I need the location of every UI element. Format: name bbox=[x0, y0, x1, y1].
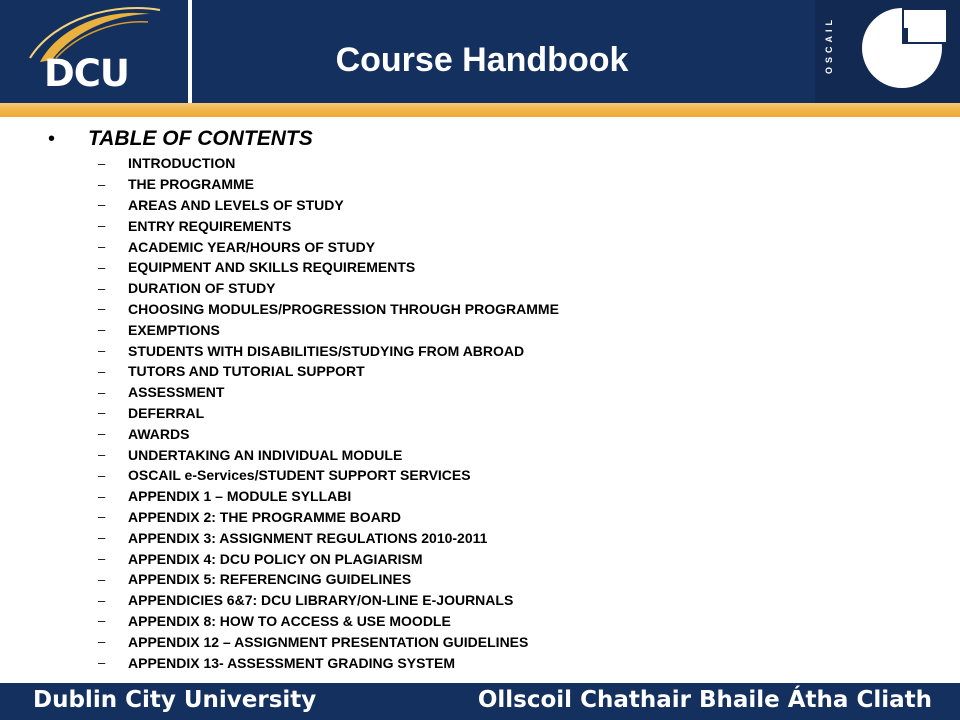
toc-item bbox=[98, 631, 559, 652]
toc-item bbox=[98, 361, 559, 382]
toc-item bbox=[98, 486, 559, 507]
dash-icon: – bbox=[98, 551, 106, 567]
toc-item-label: DURATION OF STUDY bbox=[128, 280, 276, 297]
toc-item bbox=[98, 590, 559, 611]
dash-icon: – bbox=[98, 488, 106, 504]
toc-item bbox=[98, 382, 559, 403]
dash-icon: – bbox=[98, 322, 106, 338]
dash-icon: – bbox=[98, 301, 106, 317]
table-of-contents bbox=[0, 118, 960, 678]
toc-item-label: APPENDIX 5: REFERENCING GUIDELINES bbox=[128, 571, 412, 588]
dcu-logo bbox=[0, 0, 188, 103]
toc-item-label: APPENDIX 13- ASSESSMENT GRADING SYSTEM bbox=[128, 654, 455, 671]
toc-item bbox=[98, 444, 559, 465]
toc-item-label: ENTRY REQUIREMENTS bbox=[128, 217, 292, 234]
toc-item-label: EXEMPTIONS bbox=[128, 321, 220, 338]
toc-heading: TABLE OF CONTENTS bbox=[88, 127, 313, 150]
dash-icon: – bbox=[98, 634, 106, 650]
toc-item bbox=[98, 215, 559, 236]
toc-item-label: TUTORS AND TUTORIAL SUPPORT bbox=[128, 363, 365, 380]
toc-item-label: APPENDIX 1 – MODULE SYLLABI bbox=[128, 488, 352, 505]
toc-item-label: UNDERTAKING AN INDIVIDUAL MODULE bbox=[128, 446, 403, 463]
toc-heading-row bbox=[48, 126, 313, 152]
dash-icon: – bbox=[98, 467, 106, 483]
toc-item-label: APPENDICIES 6&7: DCU LIBRARY/ON-LINE E-JOURNALS bbox=[128, 592, 514, 609]
footer-university-name: Dublin City University bbox=[33, 687, 317, 713]
dash-icon: – bbox=[98, 343, 106, 359]
toc-item-label: ASSESSMENT bbox=[128, 384, 225, 401]
footer-irish-name: Ollscoil Chathair Bhaile Átha Cliath bbox=[477, 687, 932, 713]
dash-icon: – bbox=[98, 218, 106, 234]
dash-icon: – bbox=[98, 655, 106, 671]
toc-item-label: INTRODUCTION bbox=[128, 155, 236, 172]
toc-item-label: OSCAIL e-Services/STUDENT SUPPORT SERVICES bbox=[128, 467, 471, 484]
toc-item bbox=[98, 569, 559, 590]
toc-item bbox=[98, 340, 559, 361]
bullet-icon: • bbox=[48, 127, 56, 150]
toc-item bbox=[98, 548, 559, 569]
dash-icon: – bbox=[98, 405, 106, 421]
toc-item bbox=[98, 236, 559, 257]
toc-item bbox=[98, 174, 559, 195]
toc-item-label: EQUIPMENT AND SKILLS REQUIREMENTS bbox=[128, 259, 416, 276]
dcu-logo-text: DCU bbox=[44, 52, 129, 95]
toc-item-label: APPENDIX 8: HOW TO ACCESS & USE MOODLE bbox=[128, 612, 451, 629]
dash-icon: – bbox=[98, 592, 106, 608]
dash-icon: – bbox=[98, 155, 106, 171]
toc-item bbox=[98, 299, 559, 320]
toc-item bbox=[98, 652, 559, 673]
toc-item bbox=[98, 465, 559, 486]
toc-item-label: APPENDIX 4: DCU POLICY ON PLAGIARISM bbox=[128, 550, 423, 567]
toc-item bbox=[98, 423, 559, 444]
dash-icon: – bbox=[98, 447, 106, 463]
toc-item bbox=[98, 195, 559, 216]
toc-item bbox=[98, 507, 559, 528]
toc-item bbox=[98, 403, 559, 424]
dash-icon: – bbox=[98, 530, 106, 546]
toc-item bbox=[98, 611, 559, 632]
toc-item-label: THE PROGRAMME bbox=[128, 176, 254, 193]
toc-item-label: ACADEMIC YEAR/HOURS OF STUDY bbox=[128, 238, 376, 255]
oscail-logo-icon bbox=[858, 4, 950, 88]
toc-item bbox=[98, 527, 559, 548]
toc-list bbox=[98, 153, 559, 673]
dash-icon: – bbox=[98, 259, 106, 275]
dash-icon: – bbox=[98, 280, 106, 296]
dash-icon: – bbox=[98, 197, 106, 213]
toc-item-label: STUDENTS WITH DISABILITIES/STUDYING FROM ABROAD bbox=[128, 342, 525, 359]
gold-divider-bar bbox=[0, 103, 960, 117]
oscail-label: OSCAIL bbox=[824, 16, 834, 75]
toc-item-label: APPENDIX 2: THE PROGRAMME BOARD bbox=[128, 508, 402, 525]
toc-item bbox=[98, 278, 559, 299]
dash-icon: – bbox=[98, 613, 106, 629]
dash-icon: – bbox=[98, 384, 106, 400]
dash-icon: – bbox=[98, 571, 106, 587]
header-banner bbox=[0, 0, 960, 103]
dash-icon: – bbox=[98, 426, 106, 442]
toc-item bbox=[98, 257, 559, 278]
page-title: Course Handbook bbox=[335, 41, 629, 79]
dash-icon: – bbox=[98, 239, 106, 255]
toc-item-label: DEFERRAL bbox=[128, 404, 205, 421]
toc-item bbox=[98, 153, 559, 174]
toc-item-label: AREAS AND LEVELS OF STUDY bbox=[128, 196, 344, 213]
footer-banner bbox=[0, 683, 960, 720]
toc-item-label: APPENDIX 12 – ASSIGNMENT PRESENTATION GUIDELINES bbox=[128, 633, 529, 650]
toc-item bbox=[98, 319, 559, 340]
dash-icon: – bbox=[98, 176, 106, 192]
dash-icon: – bbox=[98, 509, 106, 525]
dash-icon: – bbox=[98, 363, 106, 379]
toc-item-label: APPENDIX 3: ASSIGNMENT REGULATIONS 2010-2011 bbox=[128, 529, 488, 546]
toc-item-label: AWARDS bbox=[128, 425, 190, 442]
toc-item-label: CHOOSING MODULES/PROGRESSION THROUGH PROGRAMME bbox=[128, 300, 559, 317]
